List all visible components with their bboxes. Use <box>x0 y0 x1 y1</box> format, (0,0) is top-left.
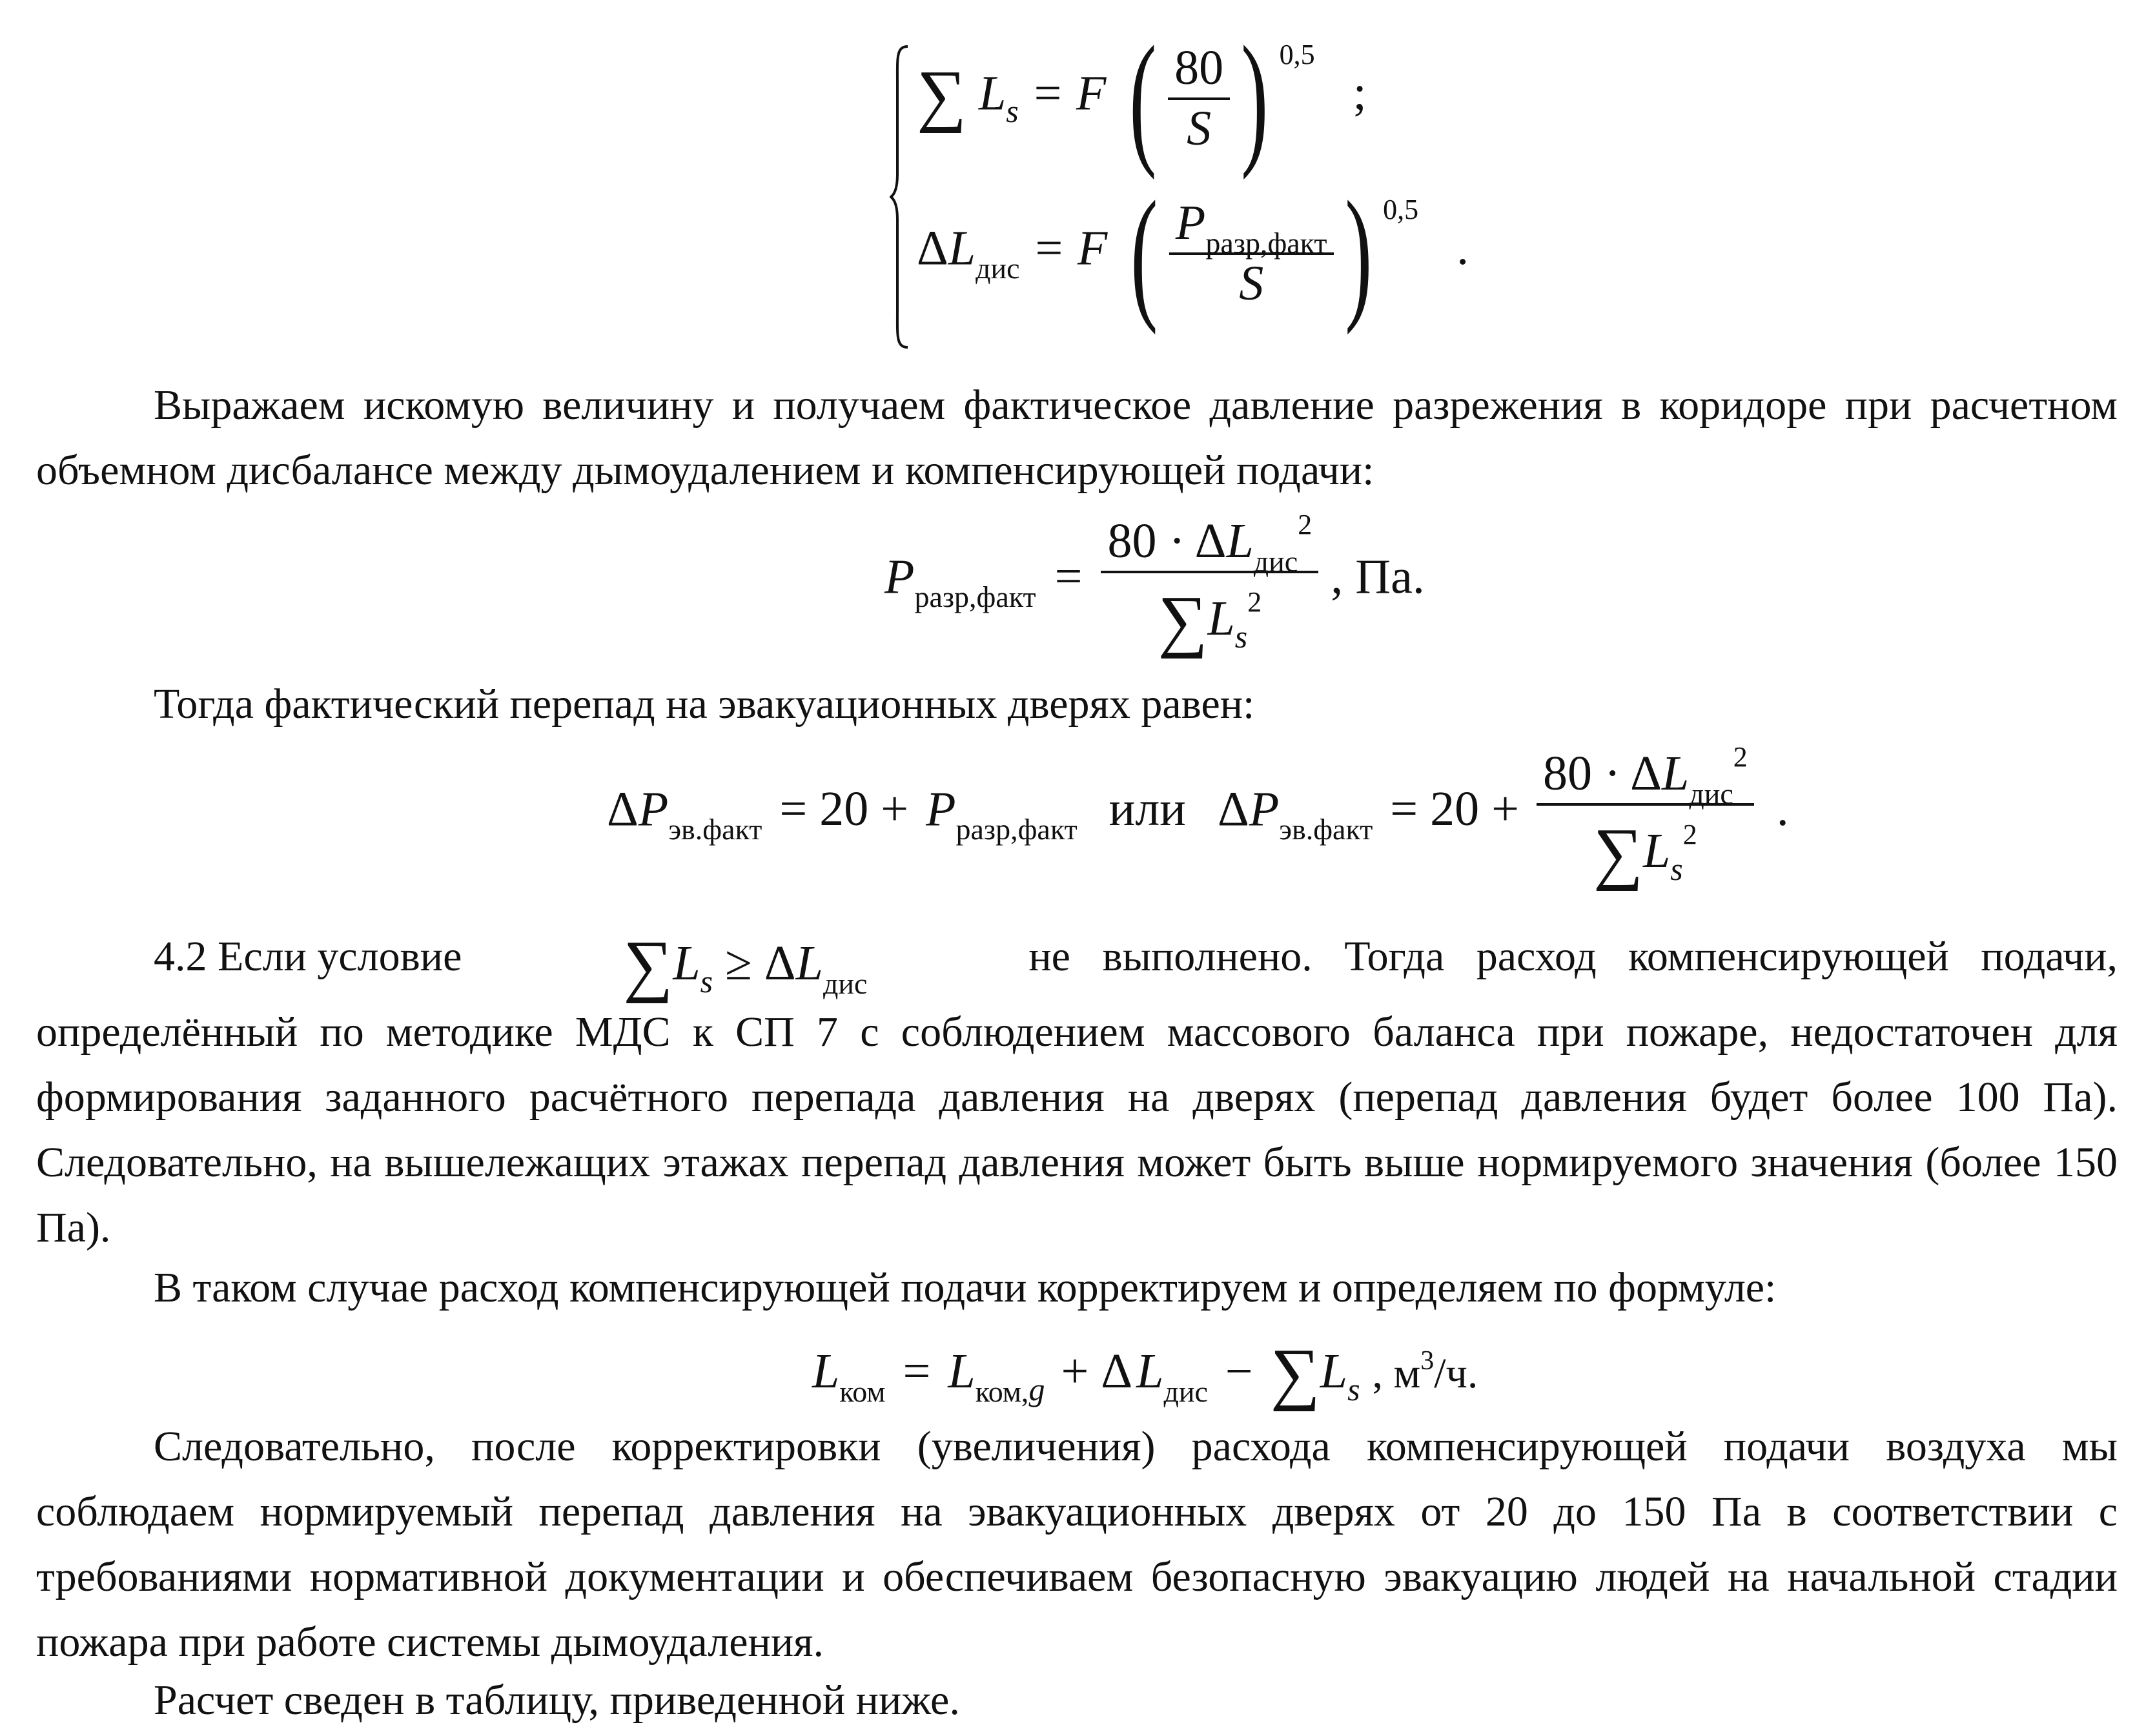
plus-delta: + Δ <box>1061 1344 1133 1398</box>
sub-razr: разр,факт <box>955 813 1078 846</box>
fraction <box>1168 41 1230 156</box>
var-S: S <box>1187 101 1212 156</box>
paragraph-2: Тогда фактический перепад на эвакуационных дверях равен: <box>154 680 1255 728</box>
var-P: P <box>926 782 956 837</box>
sub-dis: дис <box>1163 1375 1208 1408</box>
sum-symbol: ∑ <box>1270 1335 1320 1412</box>
sub-ev: эв.факт <box>1279 813 1373 846</box>
paragraph-6: Расчет сведен в таблицу, приведенной ниже. <box>154 1677 960 1724</box>
condition-intro: 4.2 Если условие <box>154 933 462 980</box>
delta-symbol: Δ <box>1217 782 1249 837</box>
fraction <box>1537 741 1754 892</box>
sub-g: g <box>1028 1371 1045 1407</box>
denominator <box>1537 806 1754 892</box>
denominator <box>1168 100 1230 156</box>
num-text: 80 · Δ <box>1107 514 1227 568</box>
delta-symbol: Δ <box>607 782 638 837</box>
sub-kom: ком <box>839 1375 886 1408</box>
var-L: L <box>673 936 700 990</box>
var-S: S <box>1239 256 1264 311</box>
paragraph-3-first-line <box>36 917 2118 1004</box>
sub-kom-g: ком, <box>975 1375 1029 1408</box>
minus: − <box>1225 1344 1253 1398</box>
equation-p-razr <box>884 509 1425 659</box>
sub-dis: дис <box>822 967 868 1000</box>
condition-rest: не выполнено. Тогда расход компенсирующей подачи, <box>1028 933 2118 980</box>
sub-ev: эв.факт <box>668 813 762 846</box>
paren-close: ) <box>1344 170 1372 335</box>
ge-delta: ≥ Δ <box>725 936 796 990</box>
numerator <box>1101 509 1318 578</box>
paren-open: ( <box>1130 170 1158 335</box>
eq-20-plus: = 20 + <box>1390 782 1520 837</box>
period: . <box>1456 221 1469 276</box>
numerator <box>1169 196 1334 260</box>
unit-m: , м <box>1372 1350 1421 1397</box>
var-L: L <box>1662 746 1690 801</box>
var-P: P <box>1249 782 1280 837</box>
unit-h: /ч. <box>1434 1350 1478 1397</box>
var-L: L <box>795 936 823 990</box>
semicolon: ; <box>1353 66 1367 121</box>
var-L: L <box>1136 1344 1164 1398</box>
denominator <box>1169 255 1334 311</box>
sub-dis: дис <box>1253 545 1298 578</box>
unit-pa: , Па. <box>1331 549 1425 604</box>
var-L: L <box>812 1344 840 1398</box>
sup-2: 2 <box>1247 586 1262 618</box>
eq-F: = F <box>1030 66 1107 121</box>
system-equation-1 <box>917 15 1367 180</box>
or-word: или <box>1108 782 1186 837</box>
sup-2: 2 <box>1733 741 1748 773</box>
fraction <box>1101 509 1318 659</box>
period: . <box>1776 782 1789 837</box>
numerator: 80 <box>1168 43 1230 100</box>
sum-symbol: ∑ <box>917 57 966 134</box>
paragraph-4: В таком случае расход компенсирующей подачи корректируем и определяем по формуле: <box>154 1264 1777 1311</box>
equals: = <box>903 1344 931 1398</box>
unit-sup: 3 <box>1420 1346 1435 1376</box>
equation-l-kom <box>812 1330 1478 1412</box>
equals: = <box>1054 549 1083 604</box>
var-L: L <box>948 221 976 276</box>
var-P: P <box>884 549 915 604</box>
var-L: L <box>1320 1344 1348 1398</box>
sup-2: 2 <box>1682 819 1697 850</box>
eq-20-plus: = 20 + <box>779 782 909 837</box>
eq-F: = F <box>1032 221 1108 276</box>
sub-s: s <box>1234 618 1248 655</box>
paragraph-5: Следовательно, после корректировки (увеличения) расхода компенсирующей подачи воздуха мы соблюдаем нормируемый перепад давления на эвакуационных дверях от 20 до 150 Па в соответствии с требованиями нормативной документации и обеспечиваем безопасную эвакуацию людей на начальной стадии пожара при работе системы дымоудаления. <box>36 1423 2118 1666</box>
paren-close: ) <box>1241 15 1269 180</box>
var-L: L <box>948 1344 976 1398</box>
inline-condition <box>623 917 868 1004</box>
sum-symbol: ∑ <box>1593 815 1644 892</box>
sum-symbol: ∑ <box>623 927 673 1004</box>
numerator <box>1537 741 1754 810</box>
sub-s: s <box>1670 851 1683 887</box>
sub-s: s <box>700 963 713 999</box>
exponent: 0,5 <box>1383 194 1419 226</box>
paren-open: ( <box>1129 15 1157 180</box>
sub-razr: разр,факт <box>914 580 1036 614</box>
sum-symbol: ∑ <box>1158 582 1208 659</box>
var-L: L <box>979 66 1006 121</box>
sup-2: 2 <box>1298 509 1313 540</box>
var-P: P <box>638 782 669 837</box>
system-equation-2 <box>917 170 1469 335</box>
left-brace <box>890 45 909 349</box>
sub-s: s <box>1006 93 1019 130</box>
delta-symbol: Δ <box>917 221 948 276</box>
sub-razr: разр,факт <box>1205 227 1327 260</box>
paragraph-1: Выражаем искомую величину и получаем фактическое давление разрежения в коридоре при расчетном объемном дисбалансе между дымоудалением и компенсирующей подачи: <box>36 382 2118 494</box>
paragraph-3-body: определённый по методике МДС к СП 7 с соблюдением массового баланса при пожаре, недостаточен для формирования заданного расчётного перепада давления на дверях (перепад давления будет более 100 Па). Следовательно, на вышележащих этажах перепад давления может быть выше нормируемого значения (более 150 Па). <box>36 1008 2118 1251</box>
sub-dis: дис <box>1689 777 1733 810</box>
exponent: 0,5 <box>1279 39 1315 71</box>
sub-s: s <box>1347 1371 1360 1407</box>
equation-dp <box>607 741 1789 892</box>
var-L: L <box>1207 591 1235 646</box>
var-L: L <box>1226 514 1254 568</box>
denominator <box>1101 573 1318 659</box>
var-L: L <box>1643 824 1671 878</box>
num-text: 80 · Δ <box>1543 746 1662 801</box>
fraction <box>1169 196 1334 311</box>
sub-dis: дис <box>976 252 1020 285</box>
var-P: P <box>1175 196 1206 250</box>
